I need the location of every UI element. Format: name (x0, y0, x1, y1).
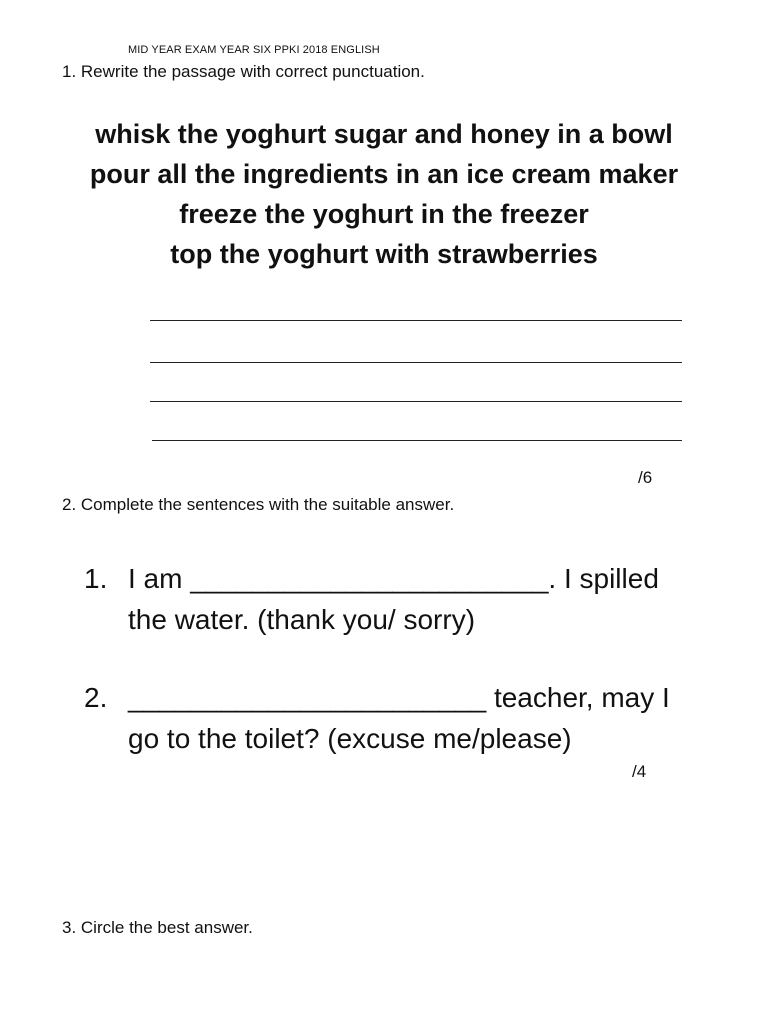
answer-line-3[interactable] (150, 401, 682, 402)
answer-line-4[interactable] (152, 440, 682, 441)
passage-line-3: freeze the yoghurt in the freezer (179, 199, 589, 229)
item-text-line-1: _______________________ teacher, may I (128, 682, 670, 713)
question-2-marks: /4 (632, 762, 647, 781)
answer-line-2[interactable] (150, 362, 682, 363)
question-1-instruction: 1. Rewrite the passage with correct punctuation. (62, 62, 425, 81)
question-2-item-2 (0, 677, 768, 767)
question-1-marks: /6 (638, 468, 653, 487)
item-number: 2. (84, 682, 108, 713)
exam-header-title: MID YEAR EXAM YEAR SIX PPKI 2018 ENGLISH (128, 44, 380, 56)
question-1-passage (40, 114, 728, 274)
item-text (128, 677, 728, 759)
item-text-line-2: go to the toilet? (excuse me/please) (128, 723, 572, 754)
item-text (128, 558, 728, 640)
passage-line-1: whisk the yoghurt sugar and honey in a bowl (95, 119, 673, 149)
question-3-instruction: 3. Circle the best answer. (62, 918, 253, 937)
answer-line-1[interactable] (150, 320, 682, 321)
item-text-line-2: the water. (thank you/ sorry) (128, 604, 476, 635)
question-2-item-1 (0, 558, 768, 648)
passage-line-4: top the yoghurt with strawberries (170, 239, 598, 269)
question-2-instruction: 2. Complete the sentences with the suitable answer. (62, 495, 455, 514)
item-number: 1. (84, 563, 108, 594)
passage-line-2: pour all the ingredients in an ice cream maker (89, 159, 679, 189)
item-text-line-1: I am _______________________. I spilled (128, 563, 659, 594)
